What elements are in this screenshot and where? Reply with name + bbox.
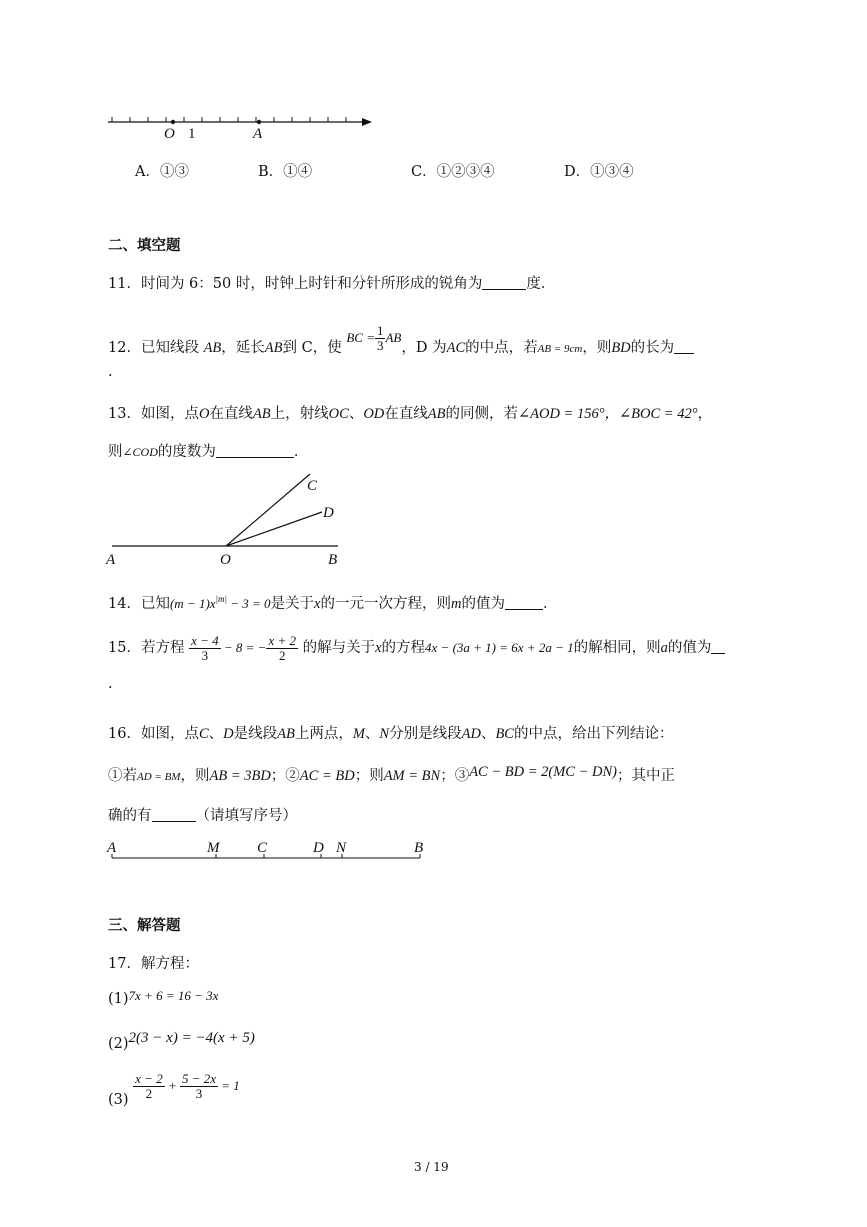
q16-s1: 、 <box>208 726 224 742</box>
q17-f1d: 2 <box>145 1085 153 1101</box>
fig16-label-n: N <box>336 840 347 856</box>
q15-blank <box>711 653 725 654</box>
q15-x: x <box>375 640 382 656</box>
q17-plus: + <box>164 1078 180 1093</box>
q17-part2 <box>108 1030 255 1052</box>
q15-t2: 的解与关于 <box>302 640 376 656</box>
question-17-title: 17．解方程： <box>108 956 199 972</box>
section-answer-heading: 三、解答题 <box>108 917 181 934</box>
q15-frac2 <box>266 634 298 662</box>
q16-blank <box>152 821 196 822</box>
q16-t1: 16．如图，点 <box>108 726 199 742</box>
fig16-label-a: A <box>107 840 117 856</box>
q14-t2: 是关于 <box>270 596 315 612</box>
q16-c1: ①若 <box>108 768 137 784</box>
q13-cod: ∠COD <box>122 445 158 459</box>
option-a: A．①③ <box>135 164 189 180</box>
q16-s3: 、 <box>480 726 496 742</box>
q13-t2: 在直线 <box>209 406 253 422</box>
point-o-dot <box>171 120 175 124</box>
fig16-label-c: C <box>257 840 268 856</box>
q13-l2a: 则 <box>108 444 123 460</box>
q16-c3: AC − BD = 2(MC − DN) <box>469 764 617 780</box>
point-a-dot <box>257 120 261 124</box>
q12-fraction <box>375 324 386 352</box>
q17-frac1 <box>133 1072 165 1100</box>
section-fill-blank-heading: 二、填空题 <box>108 237 181 254</box>
q12-bc-eq: BC = <box>346 330 375 345</box>
q12-frac-den: 3 <box>376 338 384 353</box>
option-d: D．①③④ <box>564 164 634 180</box>
q16-s2: 、 <box>364 726 380 742</box>
q12-t5: 的中点，若 <box>465 340 538 356</box>
fig13-label-c: C <box>307 478 318 494</box>
ray-od <box>226 512 322 546</box>
q16-t5: 的中点，给出下列结论： <box>513 726 674 742</box>
q14-t5: ． <box>542 596 558 612</box>
q17-p3-label: (3) <box>108 1092 129 1108</box>
fig16-label-b: B <box>414 840 424 856</box>
q14-t4: 的值为 <box>461 596 505 612</box>
q12-blank <box>674 353 694 354</box>
q12-end: . <box>108 364 113 380</box>
q13-ab: AB <box>252 406 271 422</box>
q16-c2a: AC = BD <box>299 768 355 784</box>
option-b: B．①④ <box>258 164 313 180</box>
q15-f2n: x + 2 <box>268 632 296 648</box>
q16-c1c: AB = 3BD <box>209 768 271 784</box>
question-11 <box>108 272 555 293</box>
question-12 <box>108 316 694 371</box>
q13-t6: ， <box>697 406 712 422</box>
q13-t3: 上，射线 <box>270 406 329 422</box>
q16-c1b: ，则 <box>180 768 210 784</box>
q13-t1: 13．如图，点 <box>108 406 199 422</box>
q13-t5: 的同侧，若 <box>445 406 518 422</box>
label-one: 1 <box>188 126 196 142</box>
question-13 <box>108 402 712 423</box>
q14-t1: 14．已知 <box>108 596 170 612</box>
q11-text: 11．时间为 6：50 时，时钟上时针和分针所形成的锐角为 <box>108 276 483 292</box>
q15-t5: 的值为 <box>667 640 712 656</box>
q16-l3a: 确的有 <box>108 808 152 824</box>
q15-a: a <box>660 640 668 656</box>
q15-eq: 4x − (3a + 1) = 6x + 2a − 1 <box>425 640 574 655</box>
q17-e1: 7x + 6 = 16 − 3x <box>128 988 219 1003</box>
question-16 <box>108 722 673 743</box>
q13-sep: 、 <box>348 406 364 422</box>
q16-l3b: （请填写序号） <box>195 808 297 824</box>
q12-t4: ，D 为 <box>401 340 447 356</box>
fig13-label-o: O <box>220 552 231 568</box>
question-15 <box>108 626 725 670</box>
ray-oc <box>226 474 310 546</box>
q12-bd: BD <box>611 340 631 356</box>
q13-oc: OC <box>328 406 349 422</box>
q16-bc: BC <box>495 726 514 742</box>
q11-tail: 度． <box>526 276 556 292</box>
q17-part3 <box>108 1068 240 1118</box>
q16-d: D <box>223 726 234 742</box>
q15-f2d: 2 <box>278 647 286 663</box>
label-a: A <box>253 126 263 142</box>
fig16-label-m: M <box>207 840 220 856</box>
q14-x: x <box>314 596 321 612</box>
q13-ab2: AB <box>427 406 446 422</box>
number-line-figure <box>100 108 380 142</box>
fig16-label-d: D <box>313 840 324 856</box>
angle-figure <box>104 470 354 570</box>
q15-f1n: x − 4 <box>191 632 219 648</box>
q17-part1 <box>108 988 218 1007</box>
q15-f1d: 3 <box>201 647 209 663</box>
fig13-label-a: A <box>106 552 116 568</box>
option-c: C．①②③④ <box>411 164 495 180</box>
q15-t3: 的方程 <box>381 640 426 656</box>
q12-ab2: AB <box>264 340 283 356</box>
question-14 <box>108 592 557 613</box>
number-line-arrow <box>362 118 372 126</box>
q12-t3: 到 C，使 <box>282 340 342 356</box>
page-number: 3 / 19 <box>414 1160 449 1174</box>
question-13-line2 <box>108 440 308 461</box>
question-16-line3 <box>108 804 297 825</box>
q16-c2d: ；③ <box>440 768 470 784</box>
q13-blank <box>216 457 294 458</box>
label-o: O <box>164 126 175 142</box>
number-line-ticks <box>112 117 346 122</box>
q12-ab-eq: AB = 9cm <box>537 343 583 355</box>
q12-frac-num: 1 <box>376 323 384 339</box>
q12-ab1: AB <box>203 340 222 356</box>
fig13-label-d: D <box>323 505 334 521</box>
q16-t4: 分别是线段 <box>389 726 462 742</box>
q16-c3b: ；其中正 <box>616 768 675 784</box>
q11-blank <box>482 289 526 290</box>
q13-t4: 在直线 <box>384 406 428 422</box>
q17-p1-label: (1) <box>108 991 129 1007</box>
fig13-label-b: B <box>328 552 338 568</box>
q16-c2c: AM = BN <box>383 768 441 784</box>
q13-l2c: ． <box>293 444 309 460</box>
q12-t6: ，则 <box>582 340 612 356</box>
q17-f1n: x − 2 <box>135 1070 163 1086</box>
q12-t1: 12．已知线段 <box>108 340 199 356</box>
q12-ac: AC <box>446 340 466 356</box>
q17-f2d: 3 <box>195 1085 203 1101</box>
q16-n: N <box>379 726 390 742</box>
q13-l2b: 的度数为 <box>157 444 216 460</box>
q14-t3: 的一元一次方程，则 <box>320 596 451 612</box>
segment-figure <box>104 834 434 866</box>
q16-t3: 上两点， <box>294 726 353 742</box>
q16-ab: AB <box>277 726 295 742</box>
q17-eq: = 1 <box>218 1078 240 1093</box>
q16-m: M <box>352 726 365 742</box>
q14-eq2: − 3 = 0 <box>227 596 271 611</box>
q15-end: . <box>108 676 113 692</box>
q16-ad: AD <box>461 726 481 742</box>
q16-c: C <box>198 726 209 742</box>
q17-e2: 2(3 − x) = −4(x + 5) <box>128 1030 255 1046</box>
q15-t4: 的解相同，则 <box>573 640 661 656</box>
q17-frac2 <box>180 1072 218 1100</box>
q16-t2: 是线段 <box>233 726 278 742</box>
q16-c1a: AD = BM <box>137 771 181 783</box>
question-16-conclusions <box>108 764 675 785</box>
q12-t7: 的长为 <box>630 340 675 356</box>
q13-condition: ∠AOD = 156°，∠BOC = 42° <box>517 406 698 422</box>
q15-t1: 15．若方程 <box>108 640 185 656</box>
q13-od: OD <box>363 406 385 422</box>
q14-blank <box>505 609 543 610</box>
q17-f2n: 5 − 2x <box>181 1070 217 1086</box>
q14-m: m <box>450 596 462 612</box>
q16-c2b: ；则 <box>354 768 384 784</box>
q14-sup: |m| <box>215 594 227 605</box>
q12-t2: ，延长 <box>221 340 265 356</box>
q17-p2-label: (2) <box>108 1036 129 1052</box>
q14-eq: (m − 1)x <box>169 596 216 611</box>
q12-ab3: AB <box>385 330 402 345</box>
q15-frac1 <box>189 634 221 662</box>
q13-o: O <box>198 406 210 422</box>
q16-c1d: ；② <box>270 768 300 784</box>
q15-mid: − 8 = − <box>220 640 267 655</box>
